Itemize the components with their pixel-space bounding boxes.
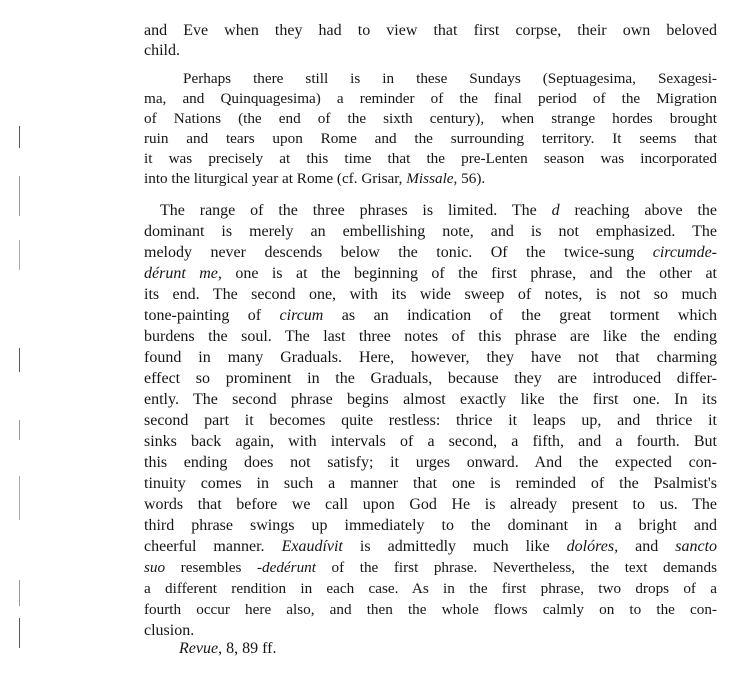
margin-mark [19,618,20,648]
text-line: burdens the soul. The last three notes of this phrase are like the ending [144,328,717,345]
reference-line [179,639,717,659]
text-run: of the first phrase. Nevertheless, the text demands [315,559,717,576]
text-run: is admittedly much like [342,538,567,555]
margin-mark [19,476,20,520]
text-run: melody never descends below the tonic. Of the twice-sung [144,244,653,261]
italic-term: circum [279,307,324,324]
text-line [160,201,717,221]
text-run: cheerful manner. [144,538,282,555]
text-line: ruin and tears upon Rome and the surrounding territory. It seems that [144,130,717,147]
reference-title: Revue [179,640,219,657]
citation-title: Missale [406,170,454,187]
text-line: dominant is merely an embellishing note, and is not emphasized. The [144,223,717,240]
text-line: a different rendition in each case. As in the first phrase, two drops of a [144,580,717,597]
italic-term: -dedérunt [256,559,316,576]
text-run: reaching above the [559,202,718,219]
text-line: it was precisely at this time that the pre-Lenten season was incorporated [144,150,717,167]
italic-term: d [551,202,560,219]
reference-detail: , 8, 89 ff. [218,640,277,657]
text-line: and Eve when they had to view that first corpse, their own beloved [144,22,717,39]
text-line [144,264,717,284]
italic-term: Exaudívit [281,538,343,555]
text-line: ma, and Quinquagesima) a reminder of the final period of the Migration [144,90,717,107]
margin-mark [19,176,20,216]
text-line: ently. The second phrase begins almost exactly like the first one. In its [144,391,717,408]
italic-term: sancto [675,538,718,555]
margin-mark [19,420,20,440]
text-line [144,306,717,326]
text-line: of Nations (the end of the sixth century), when strange hordes brought [144,110,717,127]
margin-mark [19,126,20,148]
text-line: sinks back again, with intervals of a second, a fifth, and a fourth. But [144,433,717,450]
text-line [144,558,717,578]
text-line: fourth occur here also, and then the whole flows calmly on to the con- [144,601,717,618]
text-run: The range of the three phrases is limited. The [160,202,552,219]
text-run: one is at the beginning of the first phrase, and the other at [221,265,717,282]
text-line: words that before we call upon God He is already present to us. The [144,496,717,513]
text-run: , 56). [453,170,486,187]
italic-term: circumde- [652,244,717,261]
text-line: third phrase swings up immediately to the dominant in a bright and [144,517,717,534]
text-line: effect so prominent in the Graduals, because they are introduced differ- [144,370,717,387]
margin-mark [19,240,20,270]
text-line: second part it becomes quite restless: thrice it leaps up, and thrice it [144,412,717,429]
margin-mark [19,348,20,372]
italic-term: dérunt me, [144,265,222,282]
text-line [144,169,717,189]
margin-mark [19,580,20,606]
text-run: into the liturgical year at Rome (cf. Grisar, [144,170,407,187]
text-line: this ending does not satisfy; it urges onward. And the expected con- [144,454,717,471]
text-line [144,243,717,263]
text-line: its end. The second one, with its wide sweep of notes, is not so much [144,286,717,303]
text-line: clusion. [144,622,195,639]
text-line: child. [144,42,180,59]
text-run: and [618,538,676,555]
italic-term: suo [144,559,166,576]
text-line: Perhaps there still is in these Sundays (Septuagesima, Sexagesi- [183,70,717,87]
text-line: tinuity comes in such a manner that one is reminded of the Psalmist's [144,475,717,492]
text-run: resembles [165,559,257,576]
italic-term: dolóres, [566,538,619,555]
text-run: as an indication of the great torment which [323,307,717,324]
text-line [144,537,717,557]
text-run: tone-painting of [144,307,280,324]
text-line: found in many Graduals. Here, however, they have not that charming [144,349,717,366]
